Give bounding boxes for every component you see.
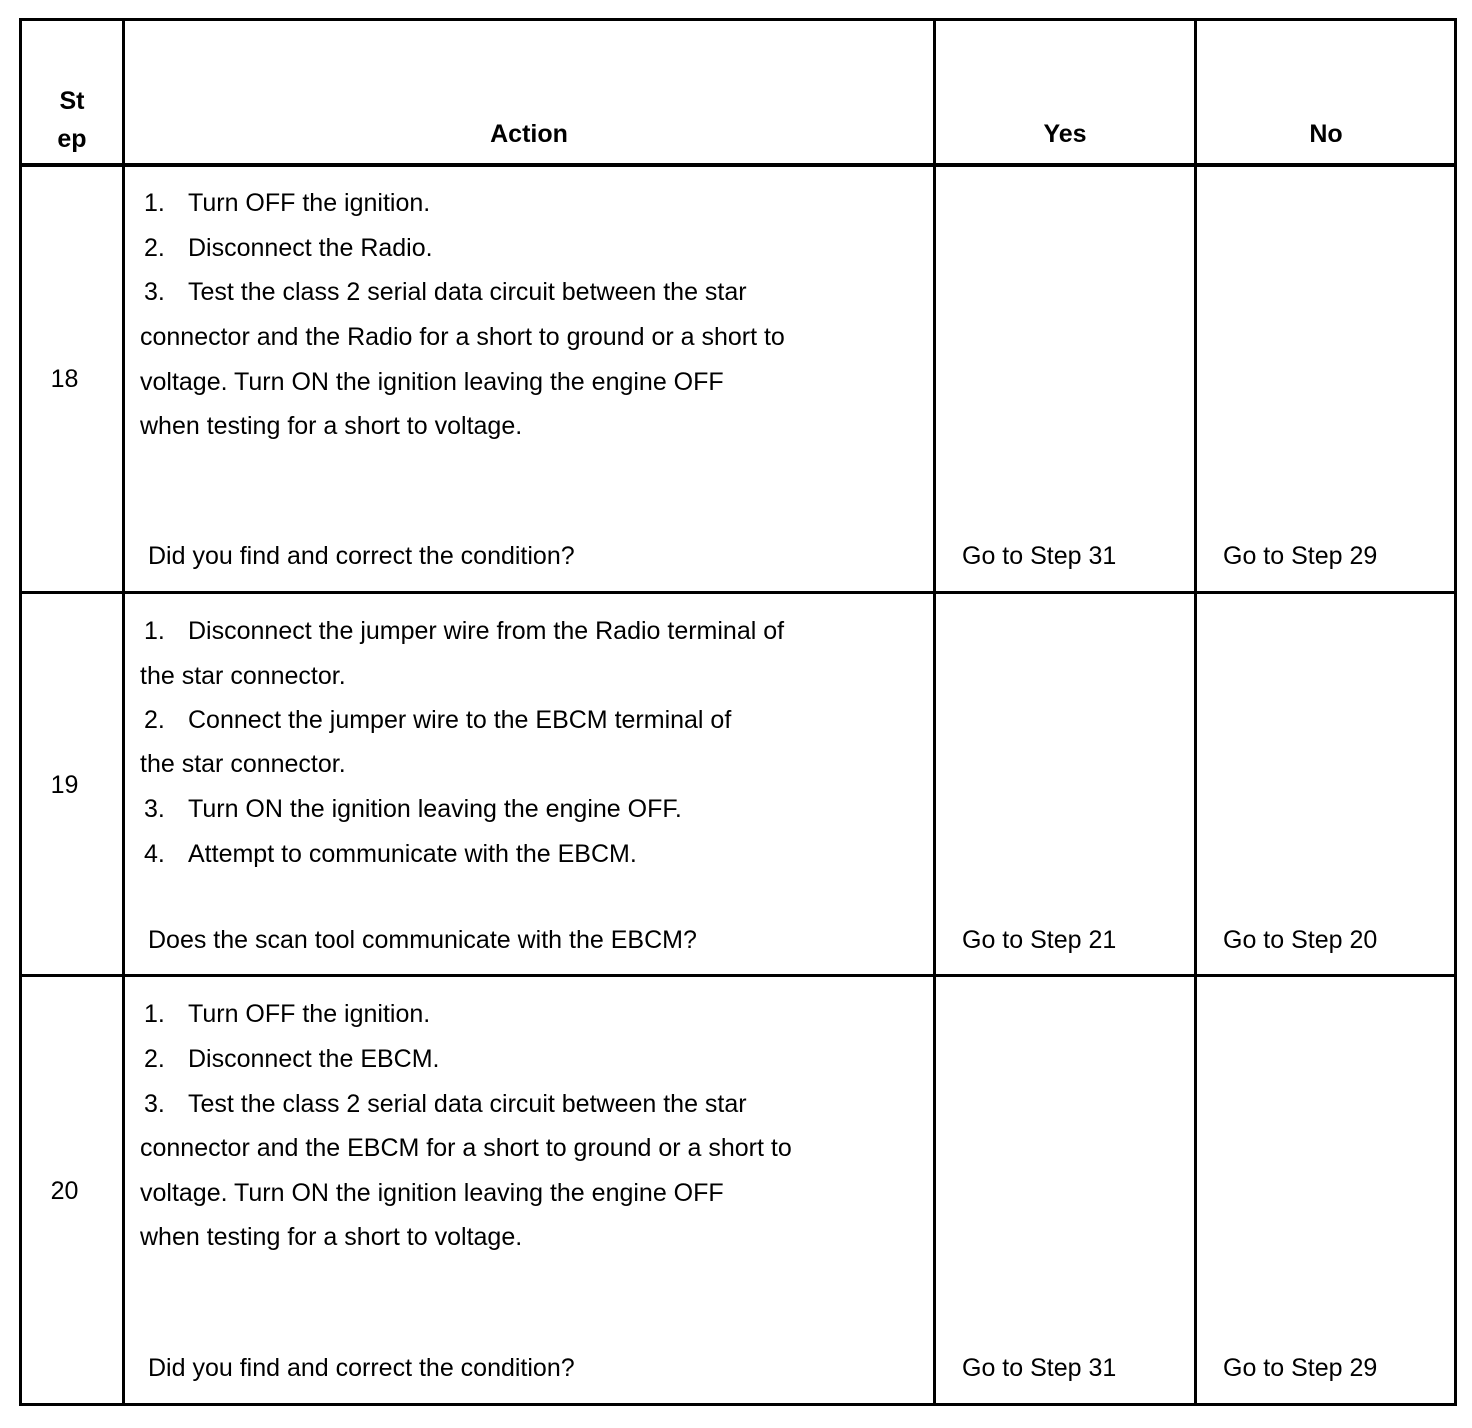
action-line: 2. Disconnect the EBCM. (144, 1045, 440, 1073)
action-question: Does the scan tool communicate with the EBCM? (148, 926, 697, 954)
action-line: the star connector. (140, 750, 346, 778)
action-line: 4. Attempt to communicate with the EBCM. (144, 840, 637, 868)
action-line: connector and the EBCM for a short to ground or a short to (140, 1134, 792, 1162)
diagnostic-table (19, 18, 1457, 1406)
step-number: 20 (50, 1177, 79, 1205)
action-line: voltage. Turn ON the ignition leaving the engine OFF (140, 1179, 724, 1207)
action-line: 3. Test the class 2 serial data circuit between the star (144, 1090, 747, 1118)
action-line: connector and the Radio for a short to ground or a short to (140, 323, 785, 351)
yes-result: Go to Step 31 (962, 1354, 1117, 1382)
no-result: Go to Step 29 (1223, 1354, 1378, 1382)
action-line: 1. Turn OFF the ignition. (144, 1000, 431, 1028)
action-question: Did you find and correct the condition? (148, 1354, 575, 1382)
column-divider (933, 21, 936, 1403)
header-step: St ep (57, 87, 87, 153)
header-divider (22, 163, 1454, 167)
header-no: No (1309, 120, 1343, 148)
header-yes: Yes (1043, 120, 1087, 148)
row-divider (22, 974, 1454, 977)
no-result: Go to Step 20 (1223, 926, 1378, 954)
action-line: 3. Turn ON the ignition leaving the engine OFF. (144, 795, 682, 823)
yes-result: Go to Step 31 (962, 542, 1117, 570)
column-divider (1194, 21, 1197, 1403)
action-line: 3. Test the class 2 serial data circuit between the star (144, 278, 747, 306)
row-divider (22, 591, 1454, 594)
action-line: voltage. Turn ON the ignition leaving the engine OFF (140, 368, 724, 396)
action-line: when testing for a short to voltage. (140, 412, 523, 440)
action-line: 2. Disconnect the Radio. (144, 234, 433, 262)
step-number: 19 (50, 771, 79, 799)
yes-result: Go to Step 21 (962, 926, 1117, 954)
no-result: Go to Step 29 (1223, 542, 1378, 570)
action-line: when testing for a short to voltage. (140, 1223, 523, 1251)
step-number: 18 (50, 365, 79, 393)
action-line: the star connector. (140, 662, 346, 690)
column-divider (122, 21, 125, 1403)
action-line: 1. Turn OFF the ignition. (144, 189, 431, 217)
header-action: Action (490, 120, 568, 148)
action-line: 2. Connect the jumper wire to the EBCM terminal of (144, 706, 732, 734)
action-question: Did you find and correct the condition? (148, 542, 575, 570)
action-line: 1. Disconnect the jumper wire from the Radio terminal of (144, 617, 785, 645)
